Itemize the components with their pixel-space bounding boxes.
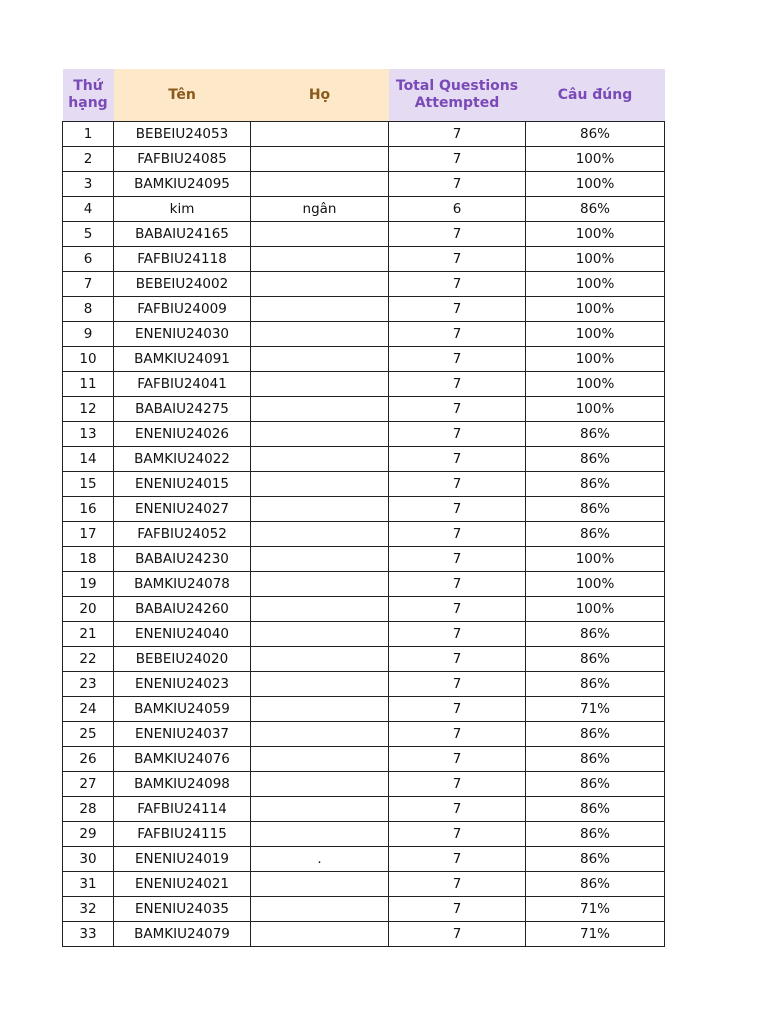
cell-rank: 14 <box>63 447 114 472</box>
cell-last-name <box>251 497 389 522</box>
cell-total-questions: 7 <box>389 397 526 422</box>
cell-last-name <box>251 297 389 322</box>
header-correct: Câu đúng <box>526 69 665 122</box>
cell-last-name <box>251 647 389 672</box>
table-row <box>63 522 665 547</box>
table-row <box>63 397 665 422</box>
cell-correct: 100% <box>526 247 665 272</box>
table-row <box>63 597 665 622</box>
cell-first-name: FAFBIU24009 <box>114 297 251 322</box>
cell-total-questions: 7 <box>389 922 526 947</box>
cell-first-name: FAFBIU24052 <box>114 522 251 547</box>
cell-correct: 86% <box>526 747 665 772</box>
header-last-name: Họ <box>251 69 389 122</box>
table-row <box>63 372 665 397</box>
cell-correct: 100% <box>526 572 665 597</box>
cell-rank: 24 <box>63 697 114 722</box>
cell-correct: 86% <box>526 197 665 222</box>
cell-last-name: ngân <box>251 197 389 222</box>
cell-correct: 86% <box>526 472 665 497</box>
cell-total-questions: 7 <box>389 722 526 747</box>
cell-last-name <box>251 522 389 547</box>
table-row <box>63 647 665 672</box>
cell-rank: 16 <box>63 497 114 522</box>
table-row <box>63 672 665 697</box>
cell-correct: 71% <box>526 697 665 722</box>
cell-correct: 86% <box>526 797 665 822</box>
cell-total-questions: 7 <box>389 747 526 772</box>
cell-first-name: BAMKIU24022 <box>114 447 251 472</box>
table-row <box>63 847 665 872</box>
cell-first-name: BAMKIU24076 <box>114 747 251 772</box>
cell-first-name: BAMKIU24078 <box>114 572 251 597</box>
table-row <box>63 772 665 797</box>
table-body <box>63 122 665 947</box>
cell-first-name: ENENIU24023 <box>114 672 251 697</box>
cell-first-name: BABAIU24165 <box>114 222 251 247</box>
cell-correct: 100% <box>526 372 665 397</box>
cell-rank: 29 <box>63 822 114 847</box>
cell-rank: 15 <box>63 472 114 497</box>
table-row <box>63 297 665 322</box>
cell-rank: 12 <box>63 397 114 422</box>
header-first-name: Tên <box>114 69 251 122</box>
cell-correct: 100% <box>526 297 665 322</box>
table-row <box>63 422 665 447</box>
table-row <box>63 272 665 297</box>
cell-correct: 100% <box>526 547 665 572</box>
cell-first-name: FAFBIU24041 <box>114 372 251 397</box>
cell-last-name <box>251 472 389 497</box>
cell-last-name <box>251 547 389 572</box>
cell-last-name <box>251 222 389 247</box>
cell-last-name <box>251 422 389 447</box>
cell-last-name <box>251 147 389 172</box>
cell-last-name <box>251 322 389 347</box>
cell-rank: 6 <box>63 247 114 272</box>
cell-last-name <box>251 247 389 272</box>
cell-first-name: BAMKIU24095 <box>114 172 251 197</box>
cell-last-name <box>251 597 389 622</box>
cell-last-name <box>251 447 389 472</box>
cell-first-name: BABAIU24260 <box>114 597 251 622</box>
table-row <box>63 697 665 722</box>
cell-first-name: ENENIU24035 <box>114 897 251 922</box>
cell-last-name <box>251 872 389 897</box>
cell-last-name: . <box>251 847 389 872</box>
cell-total-questions: 7 <box>389 797 526 822</box>
cell-correct: 100% <box>526 597 665 622</box>
header-rank: Thứ hạng <box>63 69 114 122</box>
table-header <box>63 69 665 122</box>
cell-last-name <box>251 347 389 372</box>
cell-total-questions: 7 <box>389 297 526 322</box>
cell-first-name: BAMKIU24091 <box>114 347 251 372</box>
cell-correct: 100% <box>526 172 665 197</box>
cell-first-name: ENENIU24030 <box>114 322 251 347</box>
cell-last-name <box>251 272 389 297</box>
cell-last-name <box>251 622 389 647</box>
cell-correct: 100% <box>526 322 665 347</box>
cell-rank: 25 <box>63 722 114 747</box>
table-row <box>63 572 665 597</box>
cell-correct: 100% <box>526 347 665 372</box>
table-row <box>63 347 665 372</box>
cell-rank: 4 <box>63 197 114 222</box>
cell-correct: 86% <box>526 497 665 522</box>
cell-rank: 26 <box>63 747 114 772</box>
cell-rank: 21 <box>63 622 114 647</box>
cell-rank: 7 <box>63 272 114 297</box>
cell-first-name: ENENIU24021 <box>114 872 251 897</box>
cell-rank: 9 <box>63 322 114 347</box>
cell-last-name <box>251 747 389 772</box>
cell-total-questions: 7 <box>389 272 526 297</box>
cell-total-questions: 7 <box>389 622 526 647</box>
table-row <box>63 472 665 497</box>
cell-correct: 100% <box>526 397 665 422</box>
cell-total-questions: 7 <box>389 372 526 397</box>
cell-correct: 86% <box>526 447 665 472</box>
cell-total-questions: 7 <box>389 672 526 697</box>
cell-correct: 86% <box>526 822 665 847</box>
cell-total-questions: 7 <box>389 222 526 247</box>
cell-last-name <box>251 397 389 422</box>
cell-rank: 2 <box>63 147 114 172</box>
cell-total-questions: 7 <box>389 572 526 597</box>
cell-rank: 1 <box>63 122 114 147</box>
cell-rank: 13 <box>63 422 114 447</box>
cell-last-name <box>251 772 389 797</box>
cell-last-name <box>251 722 389 747</box>
cell-rank: 33 <box>63 922 114 947</box>
cell-last-name <box>251 797 389 822</box>
cell-correct: 71% <box>526 922 665 947</box>
cell-rank: 27 <box>63 772 114 797</box>
cell-first-name: ENENIU24019 <box>114 847 251 872</box>
cell-total-questions: 7 <box>389 322 526 347</box>
cell-total-questions: 7 <box>389 472 526 497</box>
cell-first-name: BEBEIU24053 <box>114 122 251 147</box>
cell-first-name: ENENIU24037 <box>114 722 251 747</box>
cell-correct: 86% <box>526 622 665 647</box>
cell-total-questions: 7 <box>389 147 526 172</box>
cell-first-name: FAFBIU24118 <box>114 247 251 272</box>
cell-last-name <box>251 172 389 197</box>
cell-correct: 86% <box>526 772 665 797</box>
cell-total-questions: 7 <box>389 822 526 847</box>
table-row <box>63 722 665 747</box>
cell-total-questions: 7 <box>389 422 526 447</box>
cell-total-questions: 7 <box>389 447 526 472</box>
cell-total-questions: 7 <box>389 772 526 797</box>
table-row <box>63 897 665 922</box>
header-total-questions: Total Questions Attempted <box>389 69 526 122</box>
cell-last-name <box>251 672 389 697</box>
cell-correct: 100% <box>526 272 665 297</box>
cell-correct: 86% <box>526 872 665 897</box>
table-row <box>63 147 665 172</box>
cell-total-questions: 7 <box>389 697 526 722</box>
cell-last-name <box>251 122 389 147</box>
cell-total-questions: 7 <box>389 597 526 622</box>
cell-total-questions: 7 <box>389 497 526 522</box>
cell-first-name: BABAIU24275 <box>114 397 251 422</box>
cell-last-name <box>251 822 389 847</box>
table-row <box>63 122 665 147</box>
cell-correct: 86% <box>526 522 665 547</box>
header-row <box>63 69 665 122</box>
cell-total-questions: 7 <box>389 122 526 147</box>
table-row <box>63 747 665 772</box>
cell-total-questions: 7 <box>389 347 526 372</box>
cell-first-name: ENENIU24015 <box>114 472 251 497</box>
cell-correct: 86% <box>526 422 665 447</box>
cell-rank: 5 <box>63 222 114 247</box>
table-row <box>63 322 665 347</box>
cell-first-name: BEBEIU24002 <box>114 272 251 297</box>
cell-rank: 22 <box>63 647 114 672</box>
cell-correct: 86% <box>526 672 665 697</box>
cell-rank: 28 <box>63 797 114 822</box>
table-row <box>63 497 665 522</box>
table-row <box>63 197 665 222</box>
table-row <box>63 872 665 897</box>
cell-total-questions: 7 <box>389 897 526 922</box>
cell-last-name <box>251 372 389 397</box>
cell-first-name: ENENIU24027 <box>114 497 251 522</box>
cell-first-name: BABAIU24230 <box>114 547 251 572</box>
cell-correct: 100% <box>526 147 665 172</box>
cell-first-name: ENENIU24026 <box>114 422 251 447</box>
cell-first-name: FAFBIU24115 <box>114 822 251 847</box>
cell-first-name: BAMKIU24059 <box>114 697 251 722</box>
cell-rank: 8 <box>63 297 114 322</box>
cell-total-questions: 6 <box>389 197 526 222</box>
cell-last-name <box>251 897 389 922</box>
cell-first-name: BAMKIU24098 <box>114 772 251 797</box>
cell-correct: 71% <box>526 897 665 922</box>
cell-total-questions: 7 <box>389 247 526 272</box>
leaderboard-sheet <box>62 69 664 947</box>
cell-rank: 19 <box>63 572 114 597</box>
table-row <box>63 172 665 197</box>
cell-last-name <box>251 922 389 947</box>
table-row <box>63 547 665 572</box>
cell-correct: 100% <box>526 222 665 247</box>
cell-correct: 86% <box>526 722 665 747</box>
cell-rank: 10 <box>63 347 114 372</box>
cell-first-name: FAFBIU24085 <box>114 147 251 172</box>
cell-rank: 18 <box>63 547 114 572</box>
cell-total-questions: 7 <box>389 847 526 872</box>
table-row <box>63 622 665 647</box>
leaderboard-table <box>62 69 665 947</box>
cell-rank: 23 <box>63 672 114 697</box>
table-row <box>63 797 665 822</box>
cell-rank: 31 <box>63 872 114 897</box>
cell-last-name <box>251 697 389 722</box>
cell-rank: 32 <box>63 897 114 922</box>
cell-first-name: BEBEIU24020 <box>114 647 251 672</box>
table-row <box>63 447 665 472</box>
cell-correct: 86% <box>526 847 665 872</box>
cell-total-questions: 7 <box>389 647 526 672</box>
cell-correct: 86% <box>526 122 665 147</box>
cell-first-name: kim <box>114 197 251 222</box>
cell-total-questions: 7 <box>389 172 526 197</box>
cell-rank: 11 <box>63 372 114 397</box>
cell-rank: 30 <box>63 847 114 872</box>
cell-last-name <box>251 572 389 597</box>
cell-total-questions: 7 <box>389 547 526 572</box>
cell-rank: 3 <box>63 172 114 197</box>
table-row <box>63 222 665 247</box>
cell-first-name: FAFBIU24114 <box>114 797 251 822</box>
cell-correct: 86% <box>526 647 665 672</box>
cell-first-name: BAMKIU24079 <box>114 922 251 947</box>
table-row <box>63 822 665 847</box>
cell-total-questions: 7 <box>389 872 526 897</box>
cell-rank: 17 <box>63 522 114 547</box>
cell-rank: 20 <box>63 597 114 622</box>
table-row <box>63 922 665 947</box>
table-row <box>63 247 665 272</box>
cell-total-questions: 7 <box>389 522 526 547</box>
cell-first-name: ENENIU24040 <box>114 622 251 647</box>
